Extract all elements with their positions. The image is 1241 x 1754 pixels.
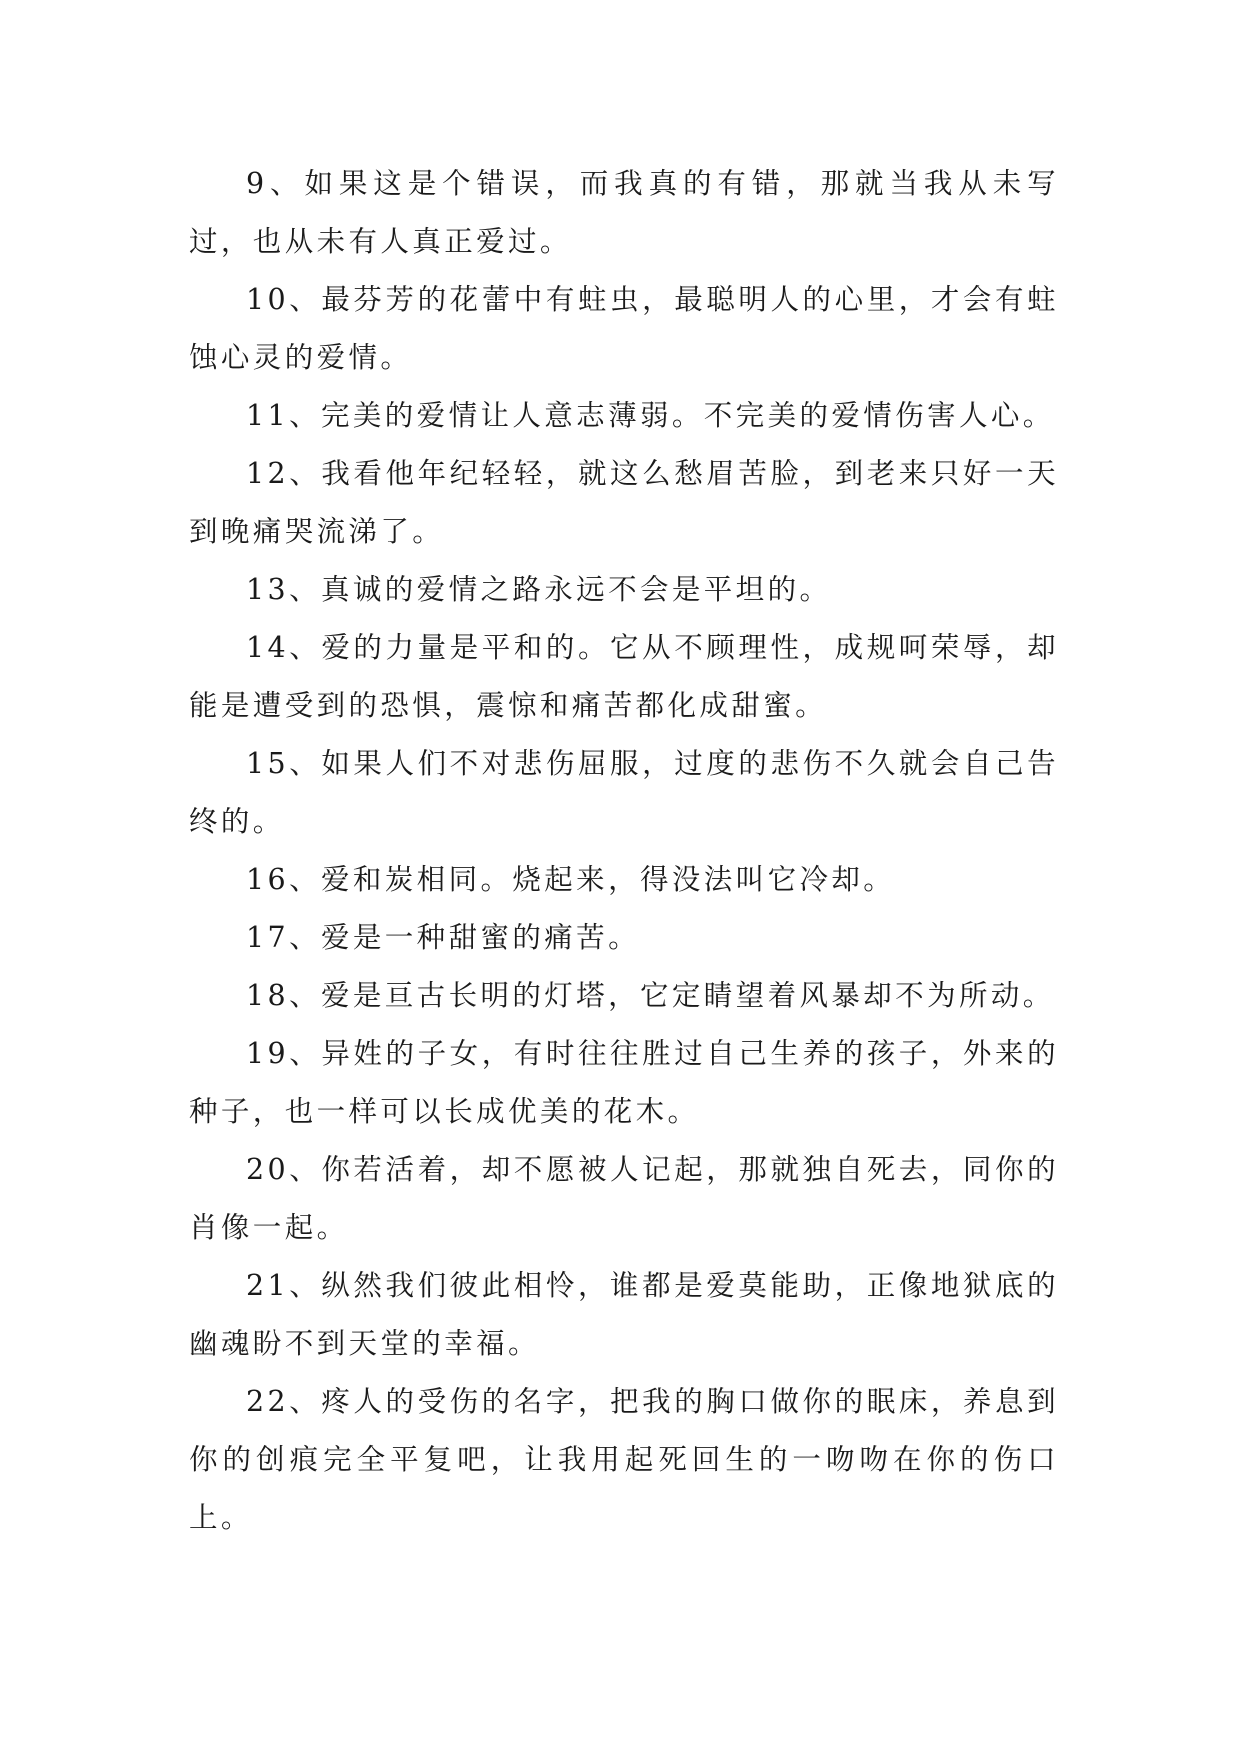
paragraph-12: 12、我看他年纪轻轻，就这么愁眉苦脸，到老来只好一天到晚痛哭流涕了。 <box>189 457 1059 548</box>
paragraph-18: 18、爱是亘古长明的灯塔，它定睛望着风暴却不为所动。 <box>246 979 1055 1012</box>
paragraph-13: 13、真诚的爱情之路永远不会是平坦的。 <box>246 573 832 606</box>
paragraph-16: 16、爱和炭相同。烧起来，得没法叫它冷却。 <box>246 863 896 896</box>
paragraph-22: 22、疼人的受伤的名字，把我的胸口做你的眠床，养息到你的创痕完全平复吧，让我用起死回生的一吻吻在你的伤口上。 <box>189 1385 1059 1534</box>
paragraph-15: 15、如果人们不对悲伤屈服，过度的悲伤不久就会自己告终的。 <box>189 747 1059 838</box>
paragraph-20: 20、你若活着，却不愿被人记起，那就独自死去，同你的肖像一起。 <box>189 1153 1059 1244</box>
paragraph-11: 11、完美的爱情让人意志薄弱。不完美的爱情伤害人心。 <box>246 399 1055 432</box>
paragraph-9: 9、如果这是个错误，而我真的有错，那就当我从未写过，也从未有人真正爱过。 <box>189 167 1059 258</box>
paragraph-14: 14、爱的力量是平和的。它从不顾理性，成规呵荣辱，却能是遭受到的恐惧，震惊和痛苦都化成甜蜜。 <box>189 631 1059 722</box>
paragraph-10: 10、最芬芳的花蕾中有蛀虫，最聪明人的心里，才会有蛀蚀心灵的爱情。 <box>189 283 1059 374</box>
document-body <box>189 155 1059 1547</box>
paragraph-19: 19、异姓的子女，有时往往胜过自己生养的孩子，外来的种子，也一样可以长成优美的花木。 <box>189 1037 1059 1128</box>
paragraph-21: 21、纵然我们彼此相怜，谁都是爱莫能助，正像地狱底的幽魂盼不到天堂的幸福。 <box>189 1269 1059 1360</box>
paragraph-17: 17、爱是一种甜蜜的痛苦。 <box>246 921 640 954</box>
